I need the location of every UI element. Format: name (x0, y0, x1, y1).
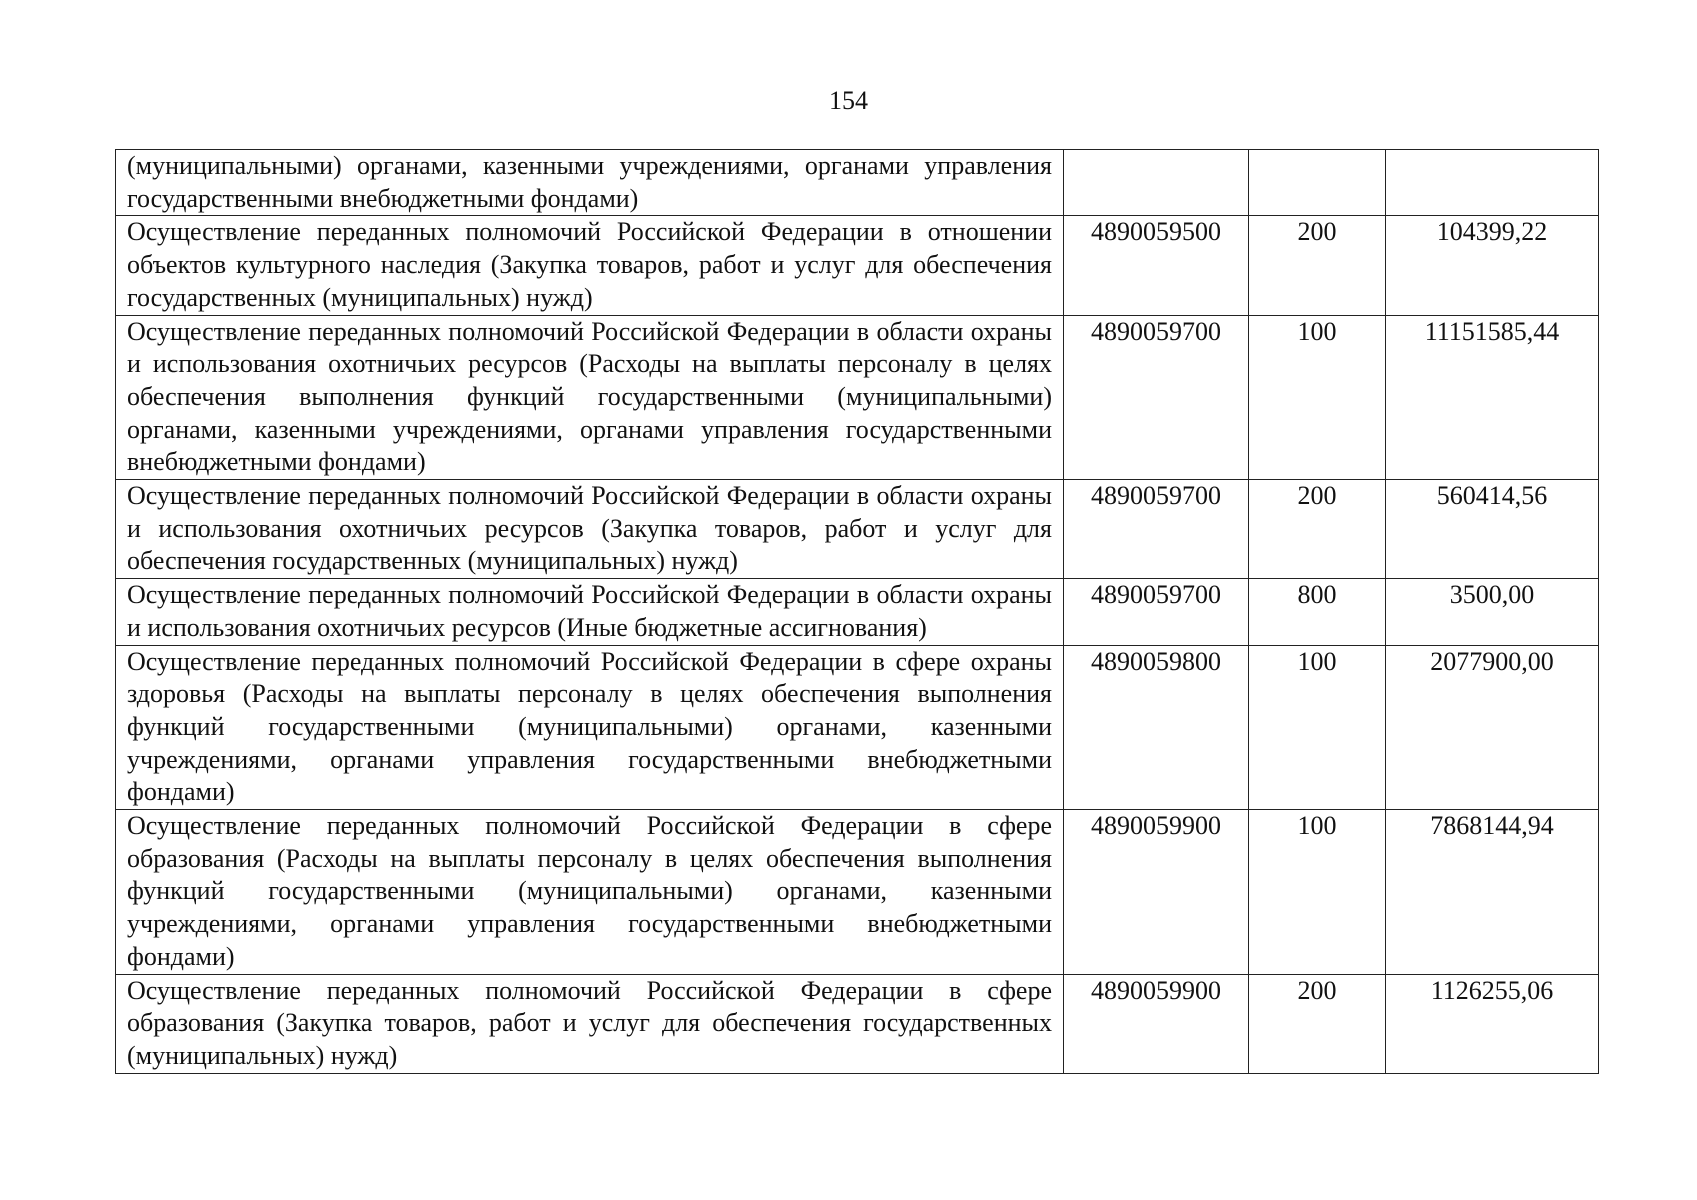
budget-table (115, 149, 1599, 1074)
row-code: 4890059900 (1064, 974, 1249, 1073)
row-expense-type: 200 (1249, 974, 1386, 1073)
row-code: 4890059900 (1064, 810, 1249, 975)
row-amount: 1126255,06 (1386, 974, 1599, 1073)
table-row (116, 579, 1599, 645)
row-code: 4890059800 (1064, 645, 1249, 810)
row-description: Осуществление переданных полномочий Российской Федерации в сфере образования (Расходы на выплаты персоналу в целях обеспечения выполнения функций государственными (муниципальными) органами, казенными учреждениями, органами управления государственными внебюджетными фондами) (116, 810, 1064, 975)
row-code (1064, 150, 1249, 216)
row-description: (муниципальными) органами, казенными учреждениями, органами управления государственными внебюджетными фондами) (116, 150, 1064, 216)
row-code: 4890059500 (1064, 216, 1249, 315)
table-row (116, 315, 1599, 480)
row-code: 4890059700 (1064, 315, 1249, 480)
table-row (116, 810, 1599, 975)
row-amount: 3500,00 (1386, 579, 1599, 645)
row-amount: 560414,56 (1386, 480, 1599, 579)
table-row (116, 216, 1599, 315)
row-description: Осуществление переданных полномочий Российской Федерации в сфере охраны здоровья (Расходы на выплаты персоналу в целях обеспечения выполнения функций государственными (муниципальными) органами, казенными учреждениями, органами управления государственными внебюджетными фондами) (116, 645, 1064, 810)
row-expense-type: 800 (1249, 579, 1386, 645)
row-description: Осуществление переданных полномочий Российской Федерации в области охраны и использования охотничьих ресурсов (Закупка товаров, работ и услуг для обеспечения государственных (муниципальных) нужд) (116, 480, 1064, 579)
row-code: 4890059700 (1064, 579, 1249, 645)
row-amount: 7868144,94 (1386, 810, 1599, 975)
page-number: 154 (829, 86, 868, 115)
row-expense-type: 100 (1249, 810, 1386, 975)
row-description: Осуществление переданных полномочий Российской Федерации в области охраны и использования охотничьих ресурсов (Расходы на выплаты персоналу в целях обеспечения выполнения функций государственными (муниципальными) органами, казенными учреждениями, органами управления государственными внебюджетными фондами) (116, 315, 1064, 480)
row-expense-type: 200 (1249, 480, 1386, 579)
row-amount (1386, 150, 1599, 216)
row-expense-type: 200 (1249, 216, 1386, 315)
row-description: Осуществление переданных полномочий Российской Федерации в области охраны и использования охотничьих ресурсов (Иные бюджетные ассигнования) (116, 579, 1064, 645)
row-expense-type: 100 (1249, 315, 1386, 480)
row-expense-type: 100 (1249, 645, 1386, 810)
row-description: Осуществление переданных полномочий Российской Федерации в отношении объектов культурного наследия (Закупка товаров, работ и услуг для обеспечения государственных (муниципальных) нужд) (116, 216, 1064, 315)
row-expense-type (1249, 150, 1386, 216)
table-row (116, 150, 1599, 216)
row-amount: 11151585,44 (1386, 315, 1599, 480)
row-code: 4890059700 (1064, 480, 1249, 579)
table-row (116, 480, 1599, 579)
table-row (116, 645, 1599, 810)
table-row (116, 974, 1599, 1073)
row-description: Осуществление переданных полномочий Российской Федерации в сфере образования (Закупка товаров, работ и услуг для обеспечения государственных (муниципальных) нужд) (116, 974, 1064, 1073)
row-amount: 2077900,00 (1386, 645, 1599, 810)
row-amount: 104399,22 (1386, 216, 1599, 315)
